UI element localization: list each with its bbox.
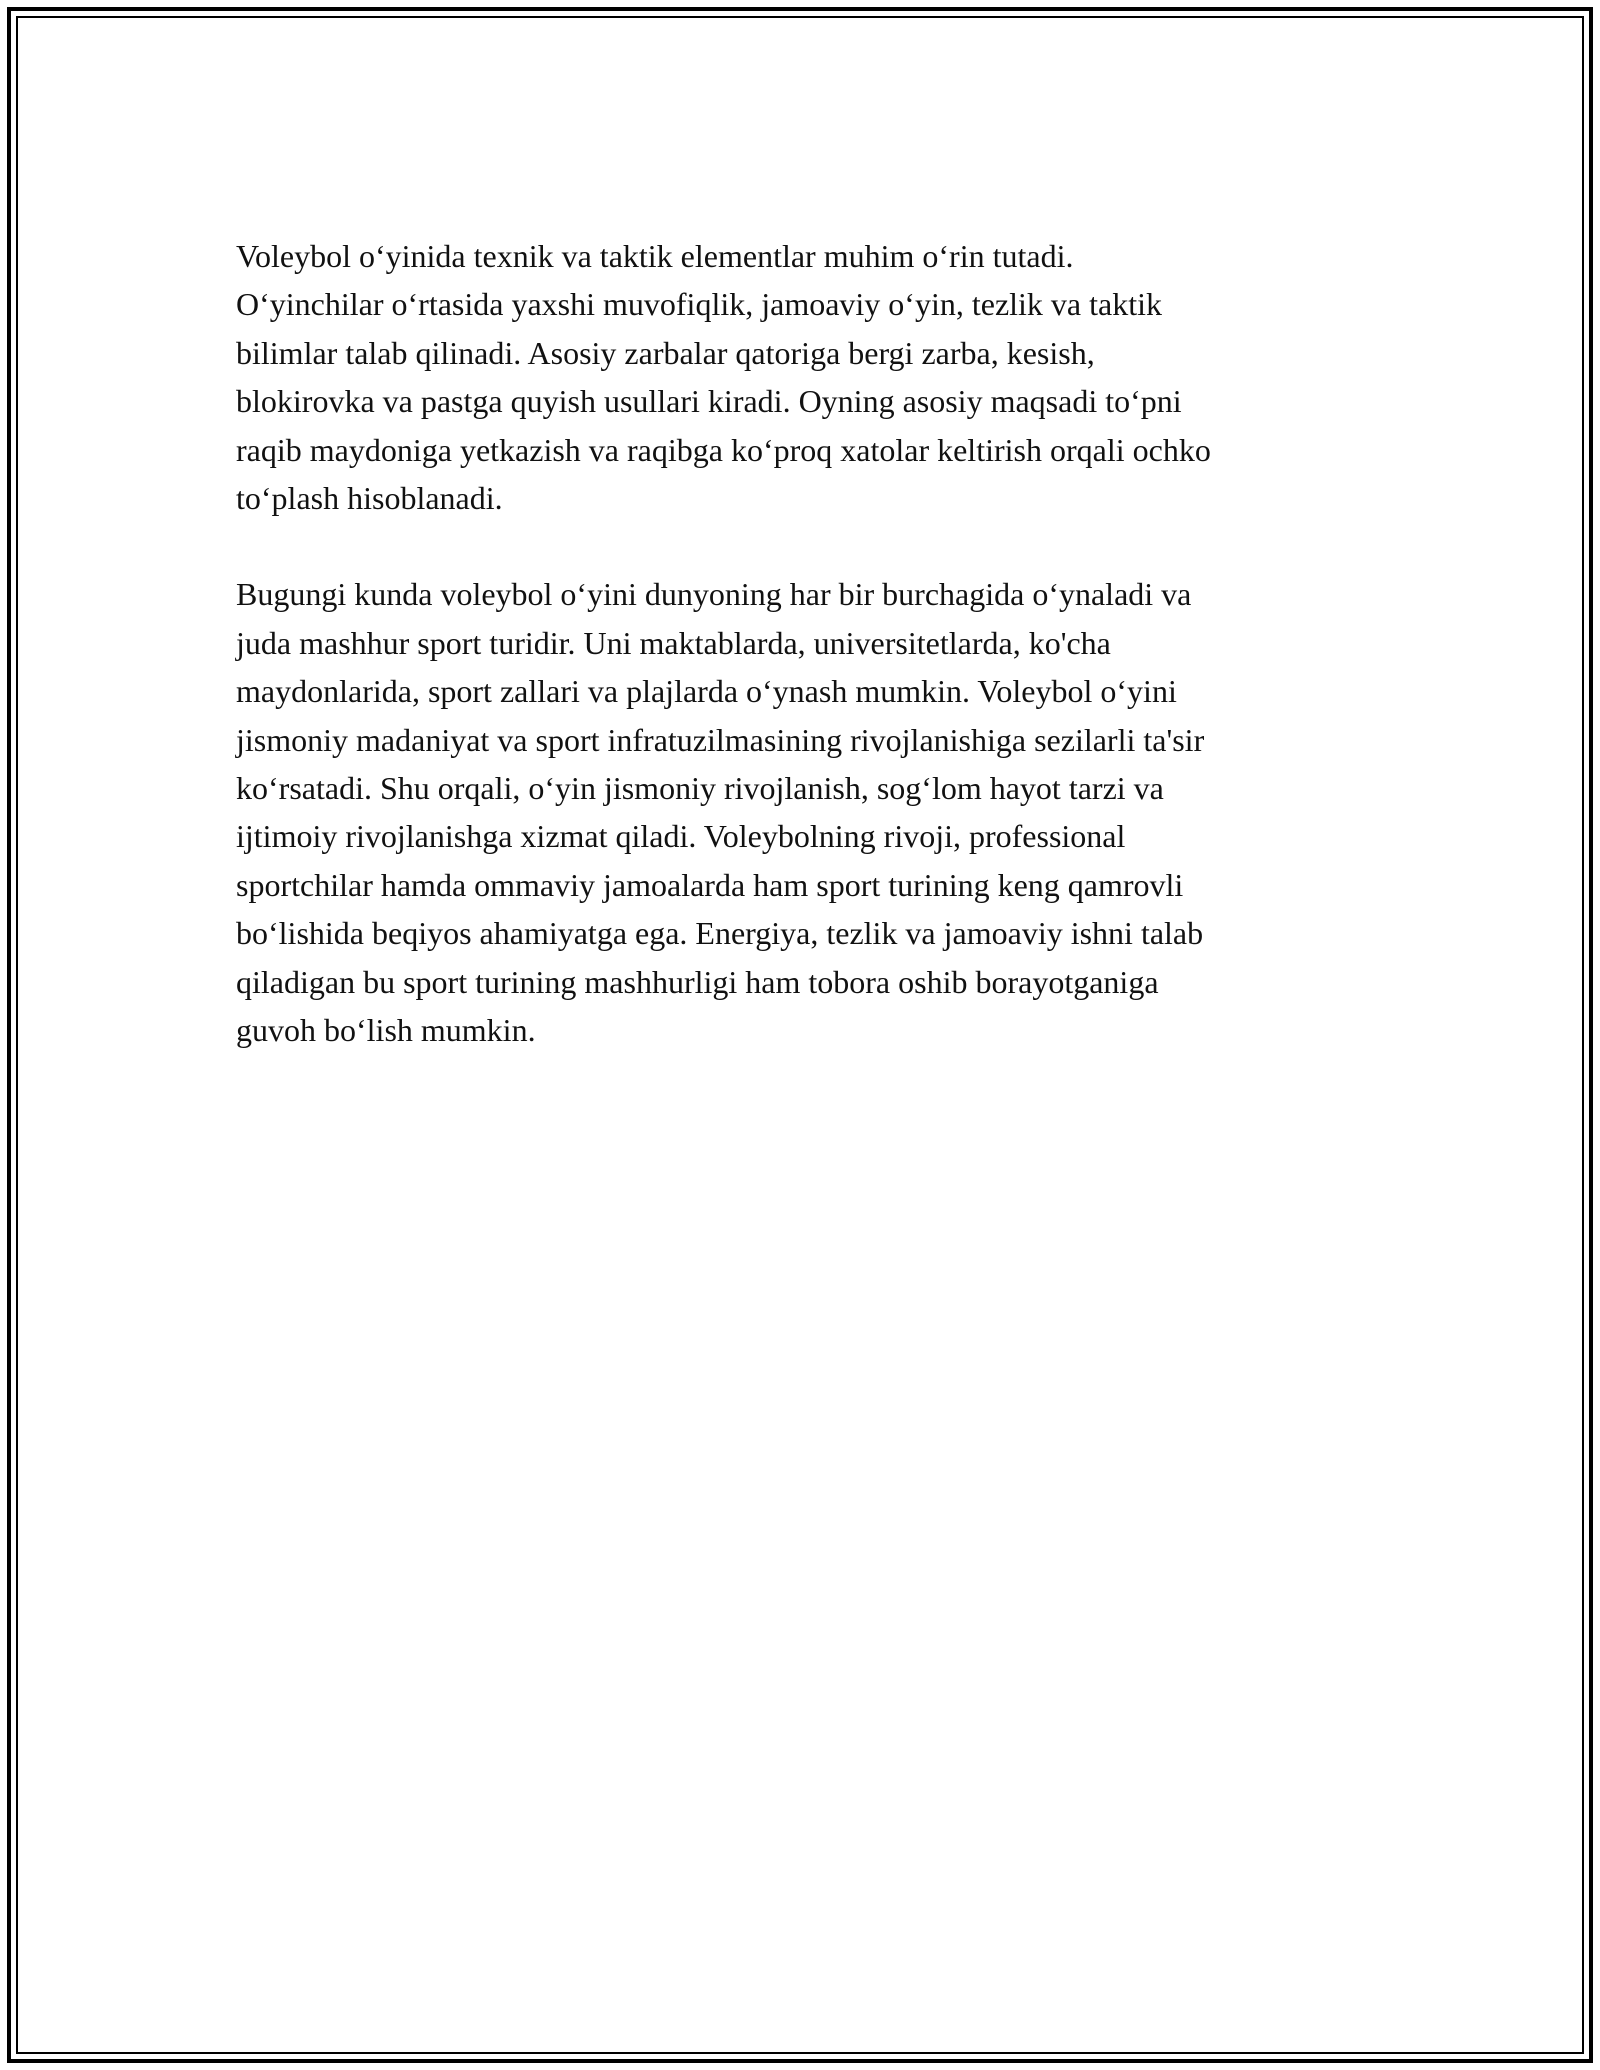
text-line: blokirovka va pastga quyish usullari kiradi. Oyning asosiy maqsadi to‘pni: [236, 383, 1182, 420]
text-line: Voleybol o‘yinida texnik va taktik elementlar muhim o‘rin tutadi.: [236, 238, 1074, 274]
text-line: ko‘rsatadi. Shu orqali, o‘yin jismoniy rivojlanish, sog‘lom hayot tarzi va: [236, 770, 1164, 807]
text-line: maydonlarida, sport zallari va plajlarda o‘ynash mumkin. Voleybol o‘yini: [236, 673, 1177, 710]
text-line: Bugungi kunda voleybol o‘yini dunyoning har bir burchagida o‘ynaladi va: [236, 576, 1192, 613]
text-line: sportchilar hamda ommaviy jamoalarda ham sport turining keng qamrovli: [236, 866, 1184, 903]
paragraph-1: [236, 232, 1366, 522]
text-line: bo‘lishida beqiyos ahamiyatga ega. Energiya, tezlik va jamoaviy ishni talab: [236, 915, 1204, 952]
text-line: qiladigan bu sport turining mashhurligi ham tobora oshib borayotganiga: [236, 963, 1159, 1000]
document-body: [236, 232, 1366, 1103]
text-line: jismoniy madaniyat va sport infratuzilmasining rivojlanishiga sezilarli ta'sir: [236, 721, 1205, 758]
text-line: ijtimoiy rivojlanishga xizmat qiladi. Voleybolning rivoji, professional: [236, 818, 1126, 855]
text-line: juda mashhur sport turidir. Uni maktablarda, universitetlarda, ko'cha: [236, 624, 1111, 661]
text-line: bilimlar talab qilinadi. Asosiy zarbalar qatoriga bergi zarba, kesish,: [236, 334, 1095, 371]
text-line: guvoh bo‘lish mumkin.: [236, 1012, 536, 1049]
text-line: O‘yinchilar o‘rtasida yaxshi muvofiqlik, jamoaviy o‘yin, tezlik va taktik: [236, 286, 1162, 323]
paragraph-2: [236, 570, 1366, 1054]
text-line: to‘plash hisoblanadi.: [236, 480, 503, 517]
text-line: raqib maydoniga yetkazish va raqibga ko‘proq xatolar keltirish orqali ochko: [236, 431, 1211, 468]
